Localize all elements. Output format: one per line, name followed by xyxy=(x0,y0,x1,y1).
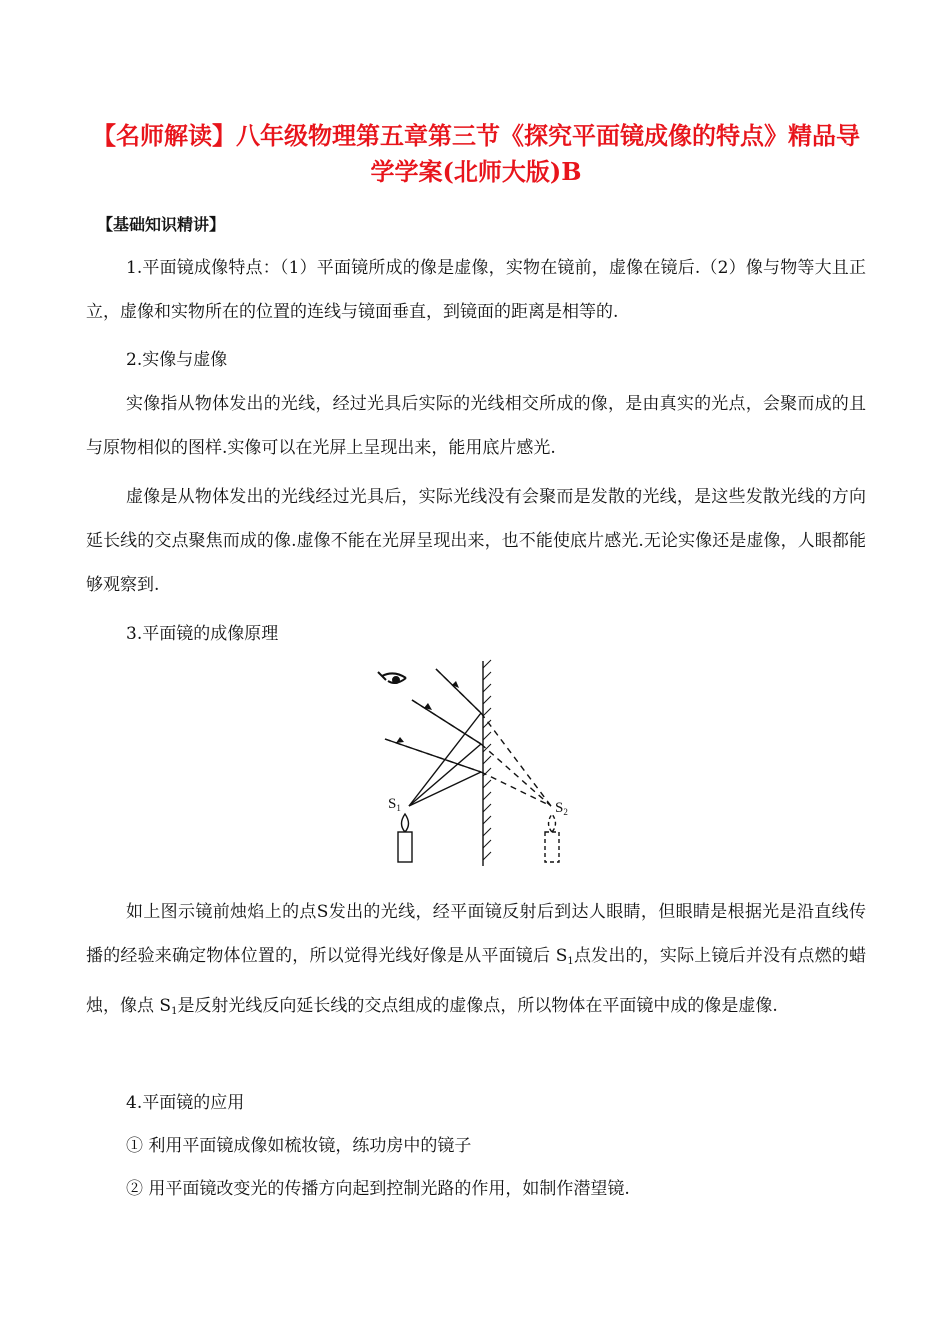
paragraph-real-image: 实像指从物体发出的光线，经过光具后实际的光线相交所成的像，是由真实的光点，会聚而成的且与原物相似的图样.实像可以在光屏上呈现出来，能用底片感光. xyxy=(86,394,866,458)
label-s1: $S_1$ xyxy=(388,796,401,813)
eye-icon xyxy=(378,672,406,683)
heading-applications: 4.平面镜的应用 xyxy=(126,1093,245,1113)
incident-ray-2 xyxy=(409,744,481,806)
section-heading: 【基础知识精讲】 xyxy=(97,215,226,234)
candle-icon xyxy=(398,814,412,862)
list-item-application-2: ② 用平面镜改变光的传播方向起到控制光路的作用，如制作潜望镜. xyxy=(126,1179,630,1199)
paragraph-virtual-image: 虚像是从物体发出的光线经过光具后，实际光线没有会聚而是发散的光线，是这些发散光线的方向延长线的交点聚焦而成的像.虚像不能在光屏呈现出来，也不能使底片感光.无论实像还是虚像，人眼都能够观察到. xyxy=(86,487,866,595)
ray-arrows xyxy=(396,681,459,743)
reflected-ray-1 xyxy=(436,669,481,713)
mirror-diagram xyxy=(372,656,602,871)
paragraph-figure-explanation: 如上图示镜前烛焰上的点S发出的光线，经平面镜反射后到达人眼睛，但眼睛是根据光是沿直线传播的经验来确定物体位置的，所以觉得光线好像是从平面镜后 $S_1$点发出的，实际上镜后并没有点燃的蜡烛，像点 $S_1$是反射光线反向延长线的交点组成的虚像点，所以物体在平面镜中成的像是虚像. xyxy=(86,902,866,1017)
virtual-ray-extensions xyxy=(385,669,551,806)
virtual-candle-icon xyxy=(545,814,559,862)
list-item-application-1: ① 利用平面镜成像如梳妆镜，练功房中的镜子 xyxy=(126,1136,472,1156)
mirror-hatching xyxy=(483,660,491,860)
heading-imaging-principle: 3.平面镜的成像原理 xyxy=(126,624,279,644)
heading-real-virtual-image: 2.实像与虚像 xyxy=(126,350,228,370)
document-title: 【名师解读】八年级物理第五章第三节《探究平面镜成像的特点》精品导学学案(北师大版)B xyxy=(92,121,860,186)
paragraph-mirror-properties: 1.平面镜成像特点：（1）平面镜所成的像是虚像，实物在镜前，虚像在镜后.（2）像与物等大且正立，虚像和实物所在的位置的连线与镜面垂直，到镜面的距离是相等的. xyxy=(86,258,866,322)
incident-ray-3 xyxy=(409,772,481,806)
label-s2: $S_2$ xyxy=(555,800,568,817)
